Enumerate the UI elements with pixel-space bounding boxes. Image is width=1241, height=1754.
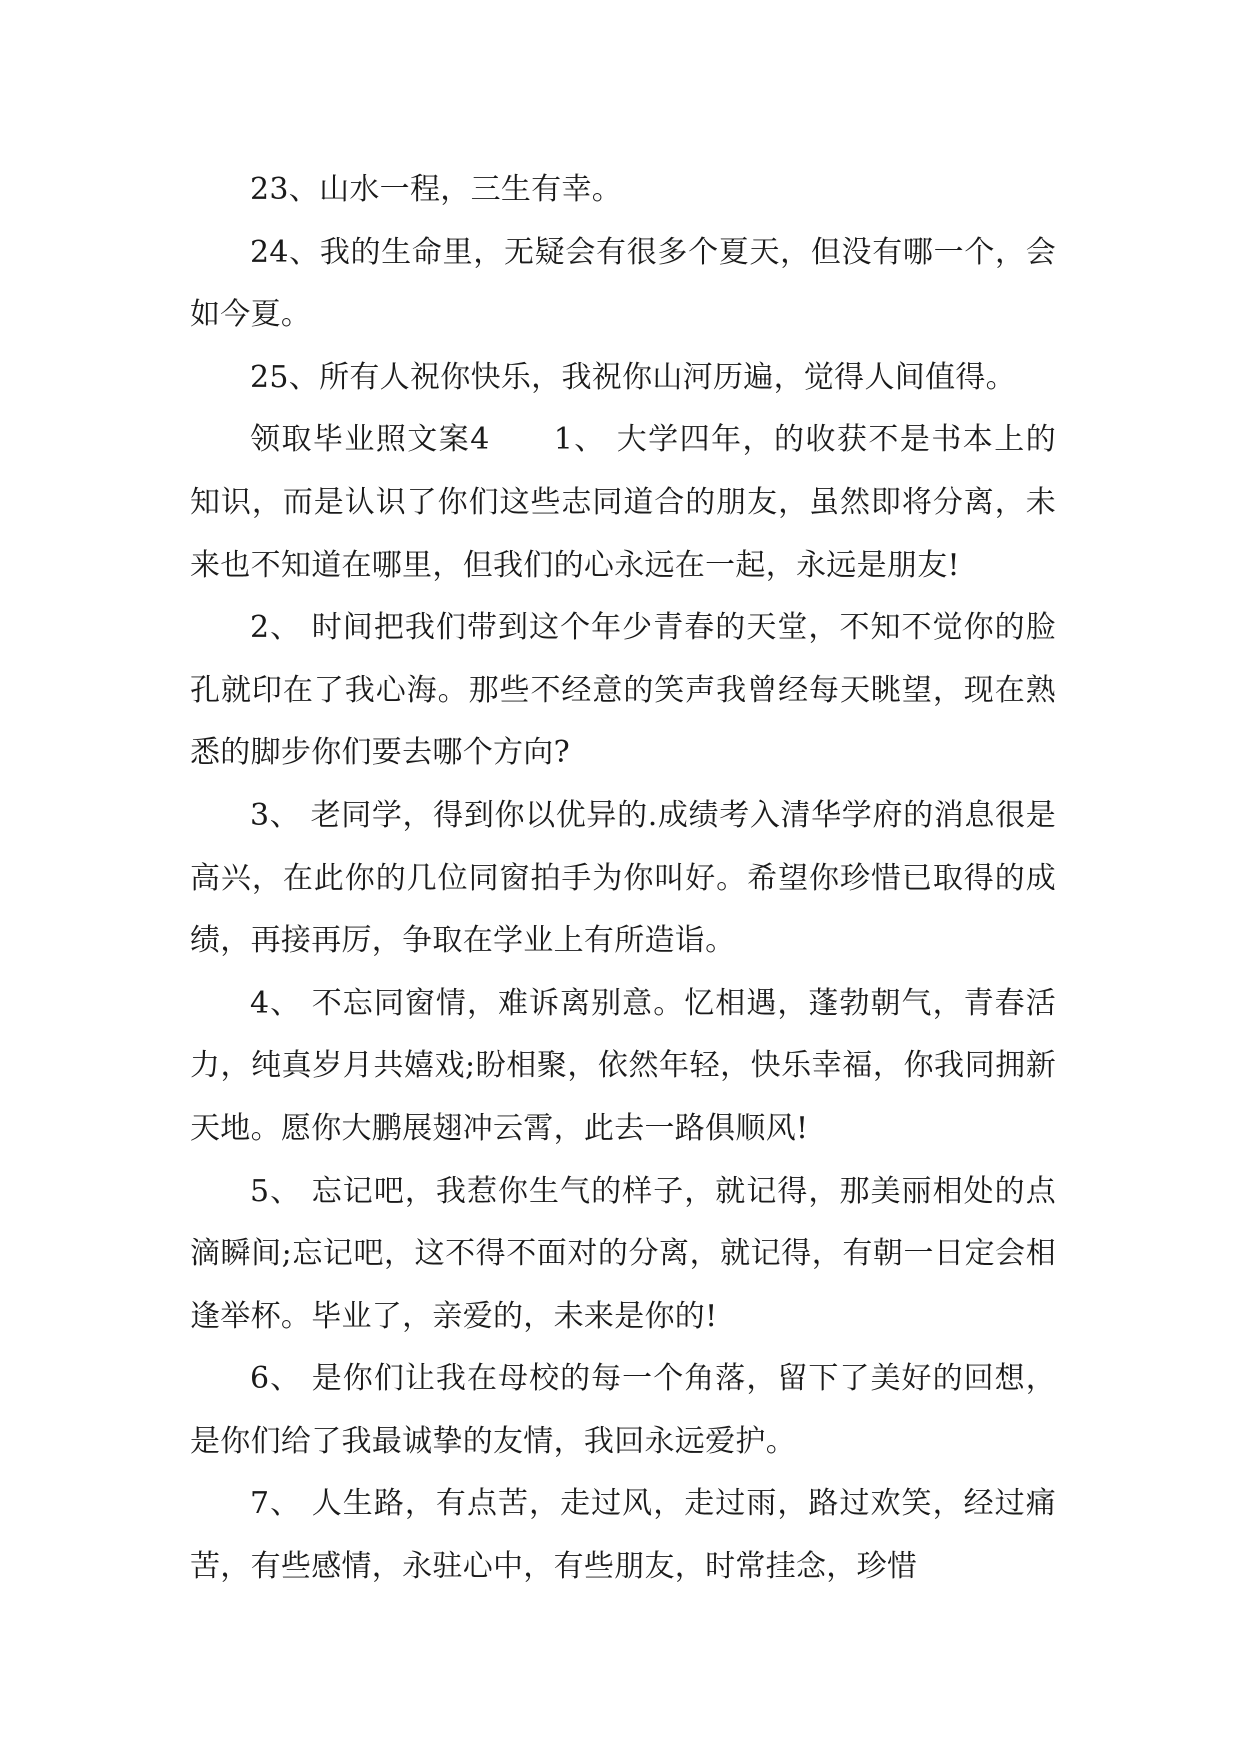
document-body	[190, 159, 1056, 1599]
paragraph-25: 25、所有人祝你快乐，我祝你山河历遍，觉得人间值得。	[250, 359, 1016, 395]
paragraph-4: 4、 不忘同窗情，难诉离别意。忆相遇，蓬勃朝气，青春活力，纯真岁月共嬉戏;盼相聚，依然年轻，快乐幸福，你我同拥新天地。愿你大鹏展翅冲云霄，此去一路俱顺风!	[190, 985, 1056, 1146]
paragraph-7: 7、 人生路，有点苦，走过风，走过雨，路过欢笑，经过痛苦，有些感情，永驻心中，有些朋友，时常挂念，珍惜	[190, 1486, 1056, 1585]
paragraph-24: 24、我的生命里，无疑会有很多个夏天，但没有哪一个，会如今夏。	[190, 234, 1056, 333]
paragraph-6: 6、 是你们让我在母校的每一个角落，留下了美好的回想，是你们给了我最诚挚的友情，我回永远爱护。	[190, 1361, 1056, 1459]
paragraph-2: 2、 时间把我们带到这个年少青春的天堂，不知不觉你的脸孔就印在了我心海。那些不经意的笑声我曾经每天眺望，现在熟悉的脚步你们要去哪个方向?	[190, 610, 1056, 771]
paragraph-5: 5、 忘记吧，我惹你生气的样子，就记得，那美丽相处的点滴瞬间;忘记吧，这不得不面对的分离，就记得，有朝一日定会相逢举杯。毕业了，亲爱的，未来是你的!	[190, 1173, 1056, 1334]
paragraph-23: 23、山水一程，三生有幸。	[250, 172, 623, 207]
section-4-paragraph-1: 领取毕业照文案4 1、 大学四年，的收获不是书本上的知识，而是认识了你们这些志同道合的朋友，虽然即将分离，未来也不知道在哪里，但我们的心永远在一起，永远是朋友!	[190, 422, 1056, 583]
paragraph-3: 3、 老同学，得到你以优异的.成绩考入清华学府的消息很是高兴，在此你的几位同窗拍手为你叫好。希望你珍惜已取得的成绩，再接再厉，争取在学业上有所造诣。	[190, 797, 1056, 959]
